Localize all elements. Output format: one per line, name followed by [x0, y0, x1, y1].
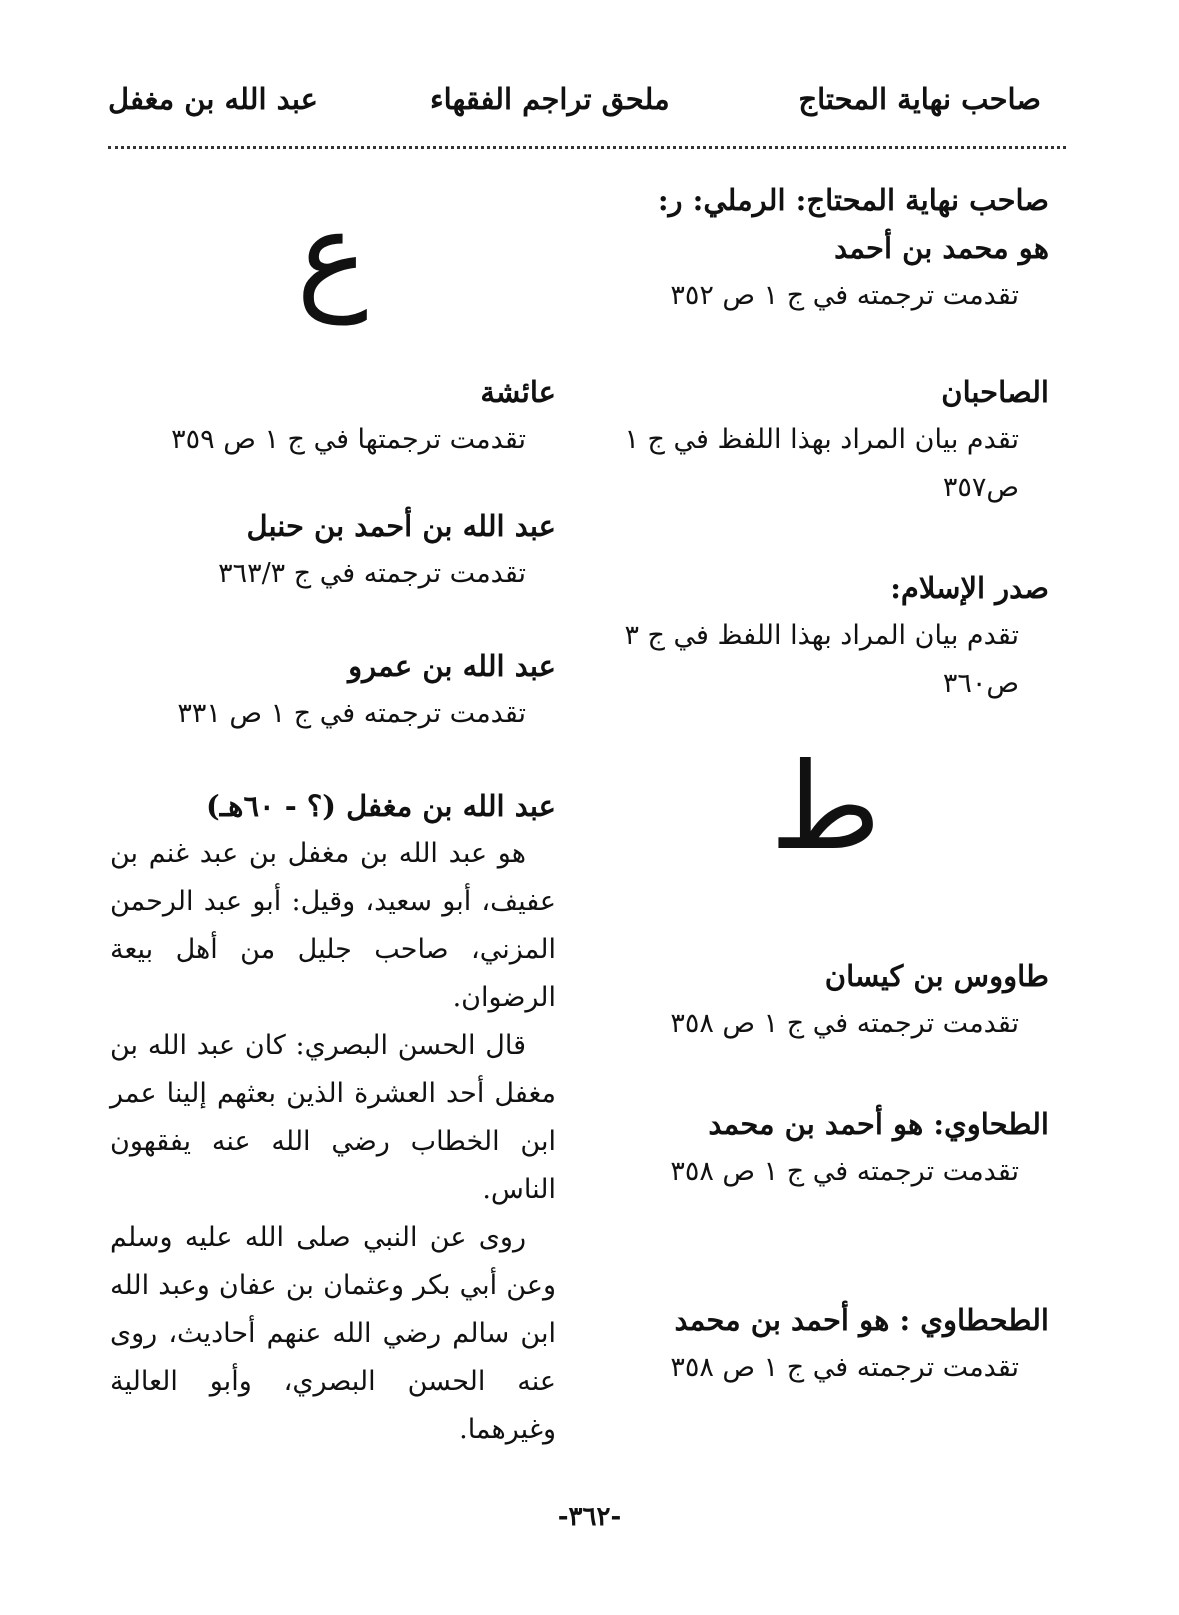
- entry-reference: تقدم بيان المراد بهذا اللفظ في ج ١ ص٣٥٧: [624, 424, 1019, 503]
- entry-tahtawi: [617, 1296, 1049, 1392]
- entry-sahiban: [617, 368, 1049, 512]
- entry-tawus: [617, 952, 1049, 1048]
- entry-heading: الصاحبان: [941, 375, 1049, 409]
- running-header-center: ملحق تراجم الفقهاء: [430, 82, 670, 116]
- entry-heading: عبد الله بن أحمد بن حنبل: [246, 509, 556, 543]
- entry-reference: تقدمت ترجمته في ج ٣٦٣/٣: [218, 558, 526, 589]
- entry-reference: تقدمت ترجمته في ج ١ ص ٣٥٨: [670, 1008, 1019, 1039]
- entry-heading: عبد الله بن مغفل (؟ - ٦٠هـ): [205, 789, 556, 823]
- section-letter-ain: ع: [296, 186, 368, 325]
- entry-abdullah-ibn-ahmad: [110, 502, 556, 598]
- entry-paragraph: هو عبد الله بن مغفل بن عبد غنم بن عفيف، أبو سعيد، وقيل: أبو عبد الرحمن المزني، صاحب جليل من أهل بيعة الرضوان.: [110, 838, 556, 1013]
- running-header-right: صاحب نهاية المحتاج: [798, 82, 1041, 116]
- entry-paragraph: روى عن النبي صلى الله عليه وسلم وعن أبي بكر وعثمان بن عفان وعبد الله ابن سالم رضي الله عنهم أحاديث، روى عنه الحسن البصري، وأبو العالية وغيرهما.: [110, 1222, 556, 1445]
- entry-heading: صدر الإسلام:: [890, 571, 1049, 605]
- entry-abdullah-ibn-mughaffal: [110, 782, 556, 1454]
- entry-reference: تقدمت ترجمتها في ج ١ ص ٣٥٩: [171, 424, 526, 455]
- entry-heading: صاحب نهاية المحتاج: الرملي: ر:: [657, 183, 1049, 217]
- running-header-left: عبد الله بن مغفل: [108, 82, 318, 116]
- page-number: -٣٦٢-: [557, 1502, 622, 1532]
- entry-heading: الطحطاوي : هو أحمد بن محمد: [674, 1303, 1049, 1337]
- entry-abdullah-ibn-amr: [110, 642, 556, 738]
- entry-reference: تقدمت ترجمته في ج ١ ص ٣٥٢: [670, 280, 1019, 311]
- entry-paragraph: قال الحسن البصري: كان عبد الله بن مغفل أحد العشرة الذين بعثهم إلينا عمر ابن الخطاب رضي الله عنه يفقهون الناس.: [110, 1030, 556, 1205]
- entry-heading: عائشة: [480, 375, 556, 409]
- entry-tahawi: [617, 1100, 1049, 1196]
- entry-subheading: هو محمد بن أحمد: [834, 231, 1049, 265]
- entry-reference: تقدم بيان المراد بهذا اللفظ في ج ٣ ص٣٦٠: [624, 620, 1019, 699]
- entry-heading: طاووس بن كيسان: [824, 959, 1049, 993]
- entry-reference: تقدمت ترجمته في ج ١ ص ٣٥٨: [670, 1156, 1019, 1187]
- header-dotted-rule: [108, 146, 1066, 149]
- entry-reference: تقدمت ترجمته في ج ١ ص ٣٥٨: [670, 1352, 1019, 1383]
- entry-heading: الطحاوي: هو أحمد بن محمد: [708, 1107, 1049, 1141]
- entry-sadr-al-islam: [617, 564, 1049, 708]
- section-letter-ta: ط: [770, 738, 881, 877]
- entry-reference: تقدمت ترجمته في ج ١ ص ٣٣١: [177, 698, 526, 729]
- entry-aisha: [110, 368, 556, 464]
- entry-sahib-nihayat: [617, 176, 1049, 320]
- entry-heading: عبد الله بن عمرو: [348, 649, 556, 683]
